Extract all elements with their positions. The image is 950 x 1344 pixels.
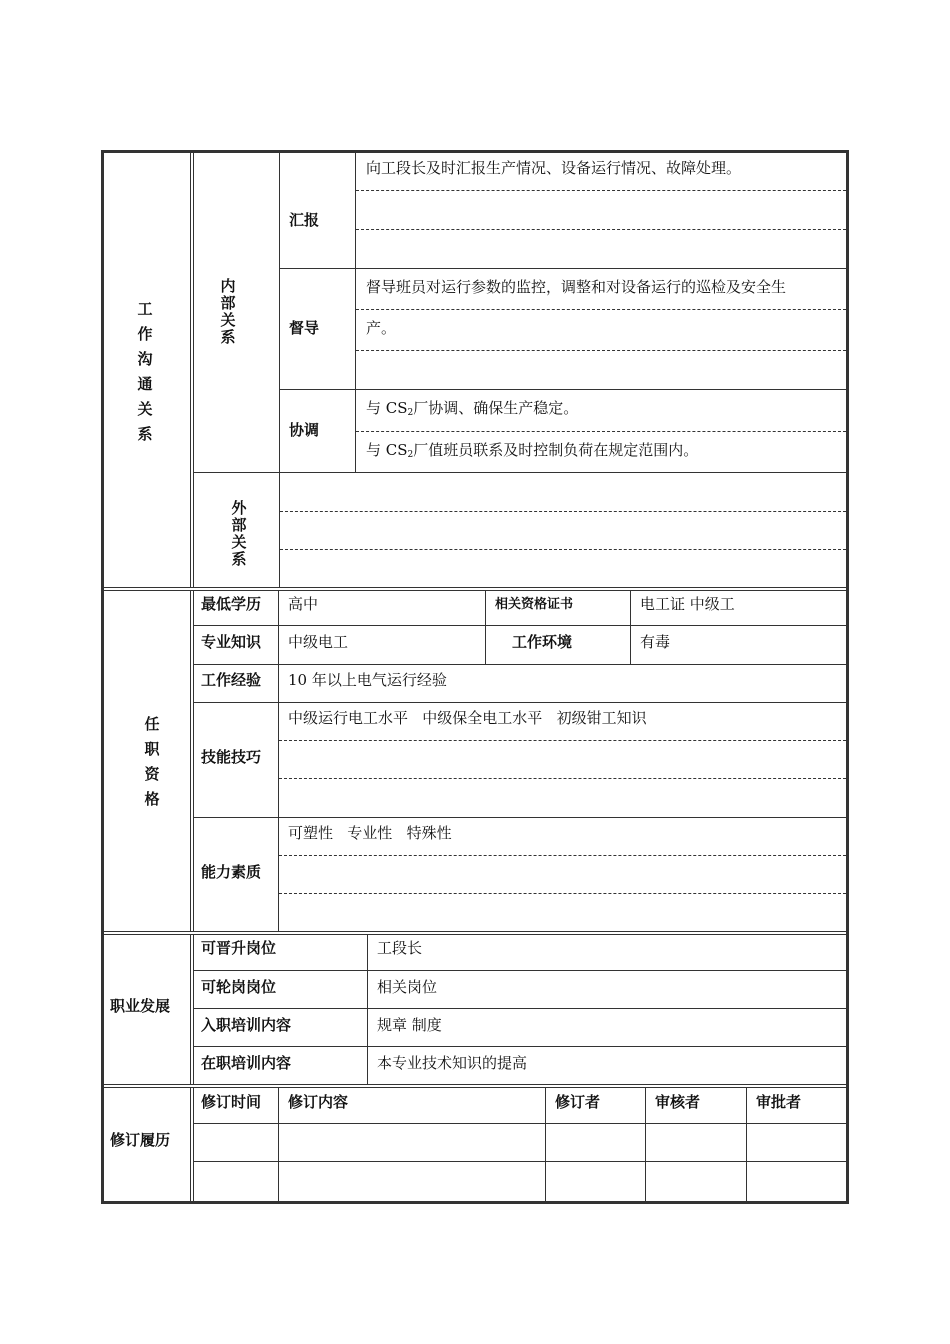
coordinate-line: 与 $CS_2$厂协调、确保生产稳定。 [366, 399, 579, 418]
section-divider [104, 934, 846, 935]
row-divider [279, 740, 846, 741]
grid-line [485, 590, 486, 664]
skills-value: 中级运行电工水平 中级保全电工水平 初级钳工知识 [288, 709, 647, 727]
revision-header: 修订者 [555, 1093, 601, 1111]
grid-line [193, 702, 846, 703]
grid-line [190, 1087, 191, 1201]
grid-line [193, 625, 846, 626]
certificate-value: 电工证 中级工 [640, 595, 735, 613]
grid-line [278, 590, 279, 932]
row-divider [279, 893, 846, 894]
grid-line [355, 153, 356, 472]
skills-label: 技能技巧 [201, 748, 262, 766]
grid-line [645, 1087, 646, 1201]
grid-line [545, 1087, 546, 1201]
grid-line [190, 153, 191, 588]
grid-line [193, 153, 194, 588]
grid-line [280, 389, 846, 390]
revision-header: 审核者 [655, 1093, 701, 1111]
knowledge-label: 专业知识 [201, 633, 262, 651]
coordinate-label: 协调 [289, 421, 320, 439]
report-label: 汇报 [289, 211, 320, 229]
row-divider [280, 511, 846, 512]
row-divider [356, 229, 846, 230]
ability-value: 可塑性 专业性 特殊性 [288, 824, 452, 842]
row-divider [356, 190, 846, 191]
grid-line [193, 817, 846, 818]
grid-line [193, 664, 846, 665]
qualification-title: 任职资格 [144, 715, 160, 808]
row-divider [356, 431, 846, 432]
grid-line [193, 1008, 846, 1009]
revision-title: 修订履历 [110, 1131, 171, 1149]
grid-line [279, 153, 280, 588]
revision-header: 修订内容 [288, 1093, 349, 1111]
ability-label: 能力素质 [201, 863, 262, 881]
grid-line [630, 590, 631, 664]
experience-label: 工作经验 [201, 671, 262, 689]
grid-line [193, 970, 846, 971]
environment-label: 工作环境 [512, 633, 573, 651]
education-value: 高中 [288, 595, 319, 613]
communication-title: 工作沟通关系 [137, 300, 153, 443]
career-row-value: 规章 制度 [377, 1016, 442, 1034]
certificate-label: 相关资格证书 [495, 597, 574, 612]
grid-line [190, 934, 191, 1085]
report-line: 向工段长及时汇报生产情况、设备运行情况、故障处理。 [366, 159, 742, 177]
career-row-label: 可轮岗岗位 [201, 978, 277, 996]
education-label: 最低学历 [201, 595, 262, 613]
career-row-value: 本专业技术知识的提高 [377, 1054, 528, 1072]
grid-line [193, 1087, 194, 1201]
grid-line [193, 590, 194, 932]
supervise-line: 产。 [366, 319, 397, 337]
section-divider [104, 1087, 846, 1088]
environment-value: 有毒 [640, 633, 671, 651]
row-divider [279, 855, 846, 856]
row-divider [279, 778, 846, 779]
row-divider [280, 549, 846, 550]
internal-relations-title: 内部关系 [220, 277, 236, 346]
supervise-label: 督导 [289, 319, 320, 337]
grid-line [193, 1123, 846, 1124]
career-row-value: 工段长 [377, 939, 423, 957]
grid-line [193, 1046, 846, 1047]
career-row-label: 可晋升岗位 [201, 939, 277, 957]
section-divider [104, 590, 846, 591]
section-divider [104, 1084, 846, 1085]
row-divider [356, 350, 846, 351]
external-relations-title: 外部关系 [231, 499, 247, 568]
grid-line [278, 1087, 279, 1201]
supervise-line: 督导班员对运行参数的监控，调整和对设备运行的巡检及安全生 [366, 278, 787, 296]
grid-line [193, 472, 846, 473]
experience-value: 10 年以上电气运行经验 [288, 671, 447, 689]
revision-header: 审批者 [756, 1093, 802, 1111]
knowledge-value: 中级电工 [288, 633, 349, 651]
section-divider [104, 931, 846, 932]
career-row-value: 相关岗位 [377, 978, 438, 996]
career-row-label: 入职培训内容 [201, 1016, 292, 1034]
grid-line [193, 934, 194, 1085]
grid-line [193, 1161, 846, 1162]
coordinate-line: 与 $CS_2$厂值班员联系及时控制负荷在规定范围内。 [366, 441, 699, 460]
section-divider [104, 587, 846, 588]
grid-line [190, 590, 191, 932]
revision-header: 修订时间 [201, 1093, 262, 1111]
grid-line [746, 1087, 747, 1201]
career-title: 职业发展 [110, 997, 171, 1015]
row-divider [356, 309, 846, 310]
career-row-label: 在职培训内容 [201, 1054, 292, 1072]
grid-line [280, 268, 846, 269]
grid-line [367, 934, 368, 1085]
